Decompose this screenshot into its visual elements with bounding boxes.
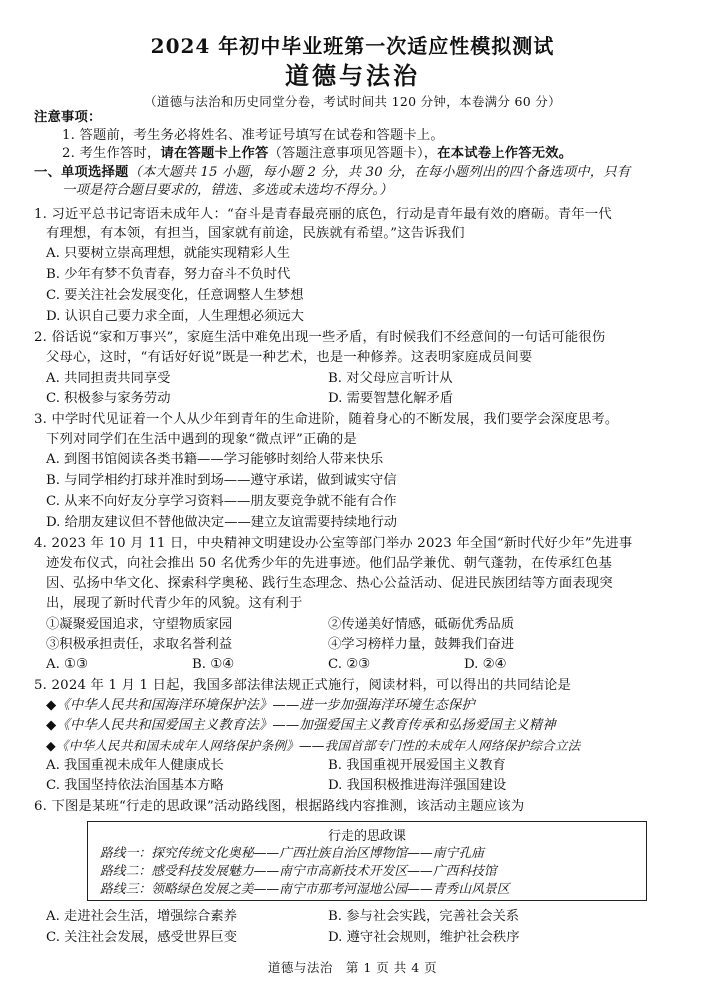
q5-option-c: C. 我国坚持依法治国基本方略 bbox=[46, 778, 224, 793]
route-line-1: 路线一：探究传统文化奥秘——广西壮族自治区博物馆——南宁孔庙 bbox=[100, 846, 484, 861]
q1-stem-line1: 1. 习近平总书记寄语未成年人：“奋斗是青春最亮丽的底色，行动是青年最有效的磨砺。青年一代 bbox=[34, 207, 612, 222]
q4-statement-2: ②传递美好情感，砥砺优秀品质 bbox=[328, 617, 515, 632]
q2-stem-line2: 父母心，这时，“有话好好说”既是一种艺术，也是一种修养。这表明家庭成员间要 bbox=[46, 350, 533, 365]
exam-title: 2024 年初中毕业班第一次适应性模拟测试 bbox=[150, 34, 555, 58]
q3-option-a: A. 到图书馆阅读各类书籍——学习能够时刻给人带来快乐 bbox=[46, 452, 384, 467]
exam-note: （道德与法治和历史同堂分卷，考试时间共 120 分钟，本卷满分 60 分） bbox=[144, 94, 561, 109]
q2-option-c: C. 积极参与家务劳动 bbox=[46, 391, 171, 406]
q5-law-2: ◆《中华人民共和国爱国主义教育法》——加强爱国主义教育传承和弘扬爱国主义精神 bbox=[46, 718, 556, 733]
q1-option-a: A. 只要树立崇高理想，就能实现精彩人生 bbox=[46, 246, 291, 261]
q4-option-b: B. ①④ bbox=[192, 657, 235, 672]
route-line-2: 路线二：感受科技发展魅力——南宁市高新技术开发区——广西科技馆 bbox=[100, 864, 497, 879]
q1-option-c: C. 要关注社会发展变化，任意调整人生梦想 bbox=[46, 288, 304, 303]
q5-option-d: D. 我国积极推进海洋强国建设 bbox=[328, 778, 507, 793]
q5-option-b: B. 我国重视开展爱国主义教育 bbox=[328, 758, 506, 773]
q4-stem-line4: 出，展现了新时代青少年的风貌。这有利于 bbox=[46, 596, 303, 611]
notice-item-2: 2. 考生作答时，请在答题卡上作答（答题注意事项见答题卡），在本试卷上作答无效。 bbox=[62, 146, 573, 161]
q4-statement-3: ③积极承担责任，求取名誉利益 bbox=[46, 637, 233, 652]
subject-title: 道德与法治 bbox=[285, 61, 420, 90]
notice-item-1: 1. 答题前，考生务必将姓名、准考证号填写在试卷和答题卡上。 bbox=[62, 128, 444, 143]
q3-option-c: C. 从来不向好友分享学习资料——朋友要竞争就不能有合作 bbox=[46, 494, 397, 509]
q3-stem-line1: 3. 中学时代见证着一个人从少年到青年的生命进阶，随着身心的不断发展，我们要学会深度思考。 bbox=[34, 412, 619, 427]
q3-option-d: D. 给朋友建议但不替他做决定——建立友谊需要持续地行动 bbox=[46, 515, 398, 530]
q4-stem-line2: 迹发布仪式，向社会推出 50 名优秀少年的先进事迹。他们品学兼优、朝气蓬勃，在传承红色基 bbox=[46, 556, 613, 571]
q4-option-a: A. ①③ bbox=[46, 657, 88, 672]
q3-option-b: B. 与同学相约打球并准时到场——遵守承诺，做到诚实守信 bbox=[46, 473, 397, 488]
q5-law-3: ◆《中华人民共和国未成年人网络保护条例》——我国首部专门性的未成年人网络保护综合立法 bbox=[46, 738, 581, 753]
q1-option-d: D. 认识自己要力求全面，人生理想必须远大 bbox=[46, 309, 304, 324]
q4-stem-line1: 4. 2023 年 10 月 11 日，中央精神文明建设办公室等部门举办 2023 年全国“新时代好少年”先进事 bbox=[34, 536, 633, 551]
q1-option-b: B. 少年有梦不负青春，努力奋斗不负时代 bbox=[46, 267, 291, 282]
q4-option-d: D. ②④ bbox=[464, 657, 507, 672]
q4-statement-1: ①凝聚爱国追求，守望物质家园 bbox=[46, 617, 233, 632]
q2-stem-line1: 2. 俗话说“家和万事兴”，家庭生活中难免出现一些矛盾，有时候我们不经意间的一句话可能很伤 bbox=[34, 330, 606, 345]
q4-statement-4: ④学习榜样力量，鼓舞我们奋进 bbox=[328, 637, 515, 652]
q6-stem: 6. 下图是某班“行走的思政课”活动路线图，根据路线内容推测，该活动主题应该为 bbox=[34, 799, 525, 814]
section-desc-line2: 一项是符合题目要求的，错选、多选或未选均不得分。） bbox=[62, 183, 393, 198]
q1-stem-line2: 有理想，有本领，有担当，国家就有前途，民族就有希望。”这告诉我们 bbox=[46, 226, 465, 241]
notice-heading: 注意事项： bbox=[34, 110, 102, 125]
page-footer: 道德与法治 第 1 页 共 4 页 bbox=[267, 960, 438, 975]
q6-option-c: C. 关注社会发展，感受世界巨变 bbox=[46, 930, 238, 945]
q2-option-b: B. 对父母应言听计从 bbox=[328, 371, 453, 386]
section-heading: 一、单项选择题（本大题共 15 小题，每小题 2 分，共 30 分，在每小题列出的四个备选项中，只有 bbox=[34, 165, 631, 180]
q2-option-a: A. 共同担责共同享受 bbox=[46, 371, 171, 386]
q4-stem-line3: 因、弘扬中华文化、探索科学奥秘、践行生态理念、热心公益活动、促进民族团结等方面表现突 bbox=[46, 576, 613, 591]
route-map-title: 行走的思政课 bbox=[327, 829, 406, 844]
q6-option-a: A. 走进社会生活，增强综合素养 bbox=[46, 909, 237, 924]
q5-stem: 5. 2024 年 1 月 1 日起，我国多部法律法规正式施行，阅读材料，可以得出的共同结论是 bbox=[34, 678, 572, 693]
q6-option-d: D. 遵守社会规则，维护社会秩序 bbox=[328, 930, 520, 945]
route-line-3: 路线三：领略绿色发展之美——南宁市那考河湿地公园——青秀山风景区 bbox=[100, 882, 510, 897]
q6-option-b: B. 参与社会实践，完善社会关系 bbox=[328, 909, 520, 924]
q3-stem-line2: 下列对同学们在生活中遇到的现象“微点评”正确的是 bbox=[46, 432, 357, 447]
q2-option-d: D. 需要智慧化解矛盾 bbox=[328, 391, 454, 406]
q5-law-1: ◆《中华人民共和国海洋环境保护法》——进一步加强海洋环境生态保护 bbox=[46, 698, 475, 713]
q5-option-a: A. 我国重视未成年人健康成长 bbox=[46, 758, 224, 773]
q4-option-c: C. ②③ bbox=[328, 657, 370, 672]
route-map-box bbox=[87, 821, 647, 901]
